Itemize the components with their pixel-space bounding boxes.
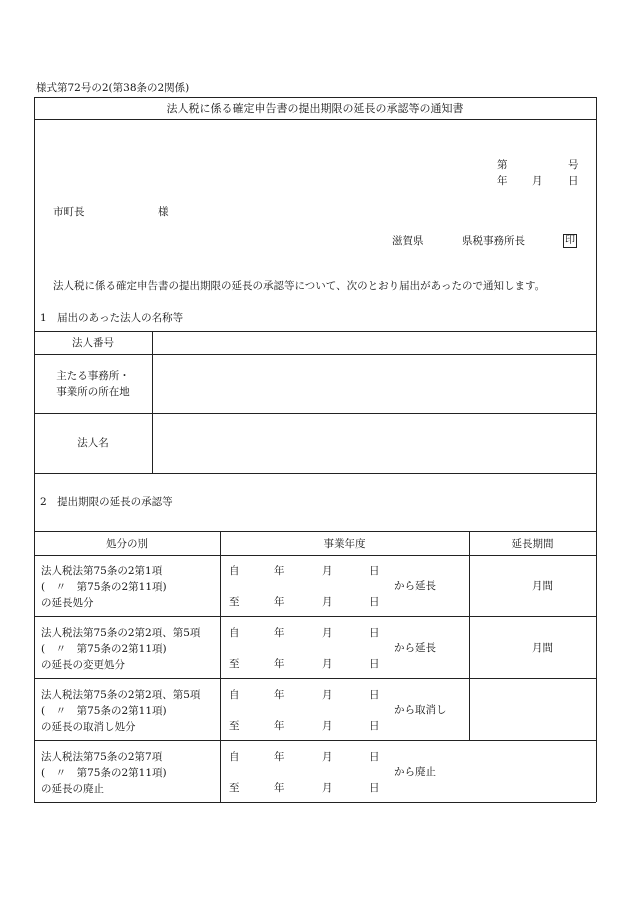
s2-right xyxy=(596,531,597,802)
row1-to-year: 年 xyxy=(274,596,285,608)
doc-number-go: 号 xyxy=(568,159,579,171)
row1-from-day: 日 xyxy=(369,565,380,577)
s1-line-row1 xyxy=(34,354,596,355)
s2-left xyxy=(34,531,35,802)
intro-text: 法人税に係る確定申告書の提出期限の延長の承認等について、次のとおり届出があったので通知します。 xyxy=(53,280,546,292)
header-fiscal-year: 事業年度 xyxy=(323,538,366,550)
row4-to: 至 xyxy=(229,782,240,794)
seal-mark: 印 xyxy=(565,235,575,246)
s1-line-top xyxy=(34,331,596,332)
row3-to: 至 xyxy=(229,720,240,732)
row4-type-line3: の延長の廃止 xyxy=(41,783,104,795)
row1-type-line3: の延長処分 xyxy=(41,597,94,609)
row3-to-day: 日 xyxy=(369,720,380,732)
sender-office: 県税事務所長 xyxy=(462,235,525,247)
addressee-honorific: 様 xyxy=(158,206,169,218)
row2-to-month: 月 xyxy=(322,658,333,670)
row2-from-day: 日 xyxy=(369,627,380,639)
s1-col-divider xyxy=(152,331,153,473)
row3-type xyxy=(41,687,200,735)
frame-top xyxy=(34,97,596,98)
label-office-location xyxy=(34,368,152,400)
row4-to-day: 日 xyxy=(369,782,380,794)
row4-action: から廃止 xyxy=(394,766,436,778)
row3-to-year: 年 xyxy=(274,720,285,732)
row2-type-line2: ( 〃 第75条の2第11項) xyxy=(41,643,167,655)
row1-type-line2: ( 〃 第75条の2第11項) xyxy=(41,581,167,593)
date-day: 日 xyxy=(568,175,579,187)
row3-type-line3: の延長の取消し処分 xyxy=(41,721,136,733)
row2-type xyxy=(41,625,200,673)
s2-line-header xyxy=(34,555,596,556)
row4-from-month: 月 xyxy=(322,751,333,763)
row1-period: 月間 xyxy=(532,580,553,592)
row3-to-month: 月 xyxy=(322,720,333,732)
s1-line-bottom xyxy=(34,473,596,474)
s2-col2 xyxy=(469,531,470,740)
header-type: 処分の別 xyxy=(106,538,148,550)
row4-from: 自 xyxy=(229,751,240,763)
row1-type-line1: 法人税法第75条の2第1項 xyxy=(41,565,163,577)
label-corporate-number: 法人番号 xyxy=(72,337,114,349)
s2-line-row3 xyxy=(34,740,596,741)
row2-to-year: 年 xyxy=(274,658,285,670)
row3-from-day: 日 xyxy=(369,689,380,701)
row2-to-day: 日 xyxy=(369,658,380,670)
row4-from-year: 年 xyxy=(274,751,285,763)
s2-line-top xyxy=(34,531,596,532)
label-office-location-line2: 事業所の所在地 xyxy=(56,386,130,398)
row2-type-line1: 法人税法第75条の2第2項、第5項 xyxy=(41,627,201,639)
row1-type xyxy=(41,563,167,611)
row4-from-day: 日 xyxy=(369,751,380,763)
doc-number-dai: 第 xyxy=(497,159,508,171)
row2-type-line3: の延長の変更処分 xyxy=(41,659,125,671)
title-divider xyxy=(34,119,596,120)
sender-prefecture: 滋賀県 xyxy=(392,235,424,247)
row3-from: 自 xyxy=(229,689,240,701)
row3-from-year: 年 xyxy=(274,689,285,701)
row1-action: から延長 xyxy=(394,580,436,592)
row4-to-month: 月 xyxy=(322,782,333,794)
section1-heading: 1 届出のあった法人の名称等 xyxy=(40,312,184,324)
row4-type-line2: ( 〃 第75条の2第11項) xyxy=(41,767,167,779)
row4-type xyxy=(41,749,167,797)
row1-to: 至 xyxy=(229,596,240,608)
s2-line-row2 xyxy=(34,678,596,679)
row2-from-month: 月 xyxy=(322,627,333,639)
row1-from: 自 xyxy=(229,565,240,577)
document-title: 法人税に係る確定申告書の提出期限の延長の承認等の通知書 xyxy=(166,102,464,115)
s2-line-bottom xyxy=(34,802,596,803)
row3-type-line2: ( 〃 第75条の2第11項) xyxy=(41,705,167,717)
row1-from-month: 月 xyxy=(322,565,333,577)
form-id: 様式第72号の2(第38条の2関係) xyxy=(36,82,190,94)
row1-to-month: 月 xyxy=(322,596,333,608)
header-extension-period: 延長期間 xyxy=(511,538,554,550)
row3-action: から取消し xyxy=(394,704,447,716)
row2-period: 月間 xyxy=(532,642,553,654)
row1-from-year: 年 xyxy=(274,565,285,577)
row4-to-year: 年 xyxy=(274,782,285,794)
row2-from: 自 xyxy=(229,627,240,639)
s1-line-row2 xyxy=(34,413,596,414)
frame-left xyxy=(34,97,35,531)
row1-to-day: 日 xyxy=(369,596,380,608)
s2-col1 xyxy=(220,531,221,802)
section2-heading: 2 提出期限の延長の承認等 xyxy=(40,496,173,508)
row2-to: 至 xyxy=(229,658,240,670)
addressee-name: 市町長 xyxy=(53,206,85,218)
date-month: 月 xyxy=(532,175,543,187)
row3-type-line1: 法人税法第75条の2第2項、第5項 xyxy=(41,689,201,701)
row2-from-year: 年 xyxy=(274,627,285,639)
row3-from-month: 月 xyxy=(322,689,333,701)
label-office-location-line1: 主たる事務所・ xyxy=(56,370,130,382)
row4-type-line1: 法人税法第75条の2第7項 xyxy=(41,751,163,763)
row2-action: から延長 xyxy=(394,642,436,654)
label-corporate-name: 法人名 xyxy=(77,437,109,449)
frame-right xyxy=(596,97,597,531)
date-year: 年 xyxy=(497,175,508,187)
s2-line-row1 xyxy=(34,616,596,617)
